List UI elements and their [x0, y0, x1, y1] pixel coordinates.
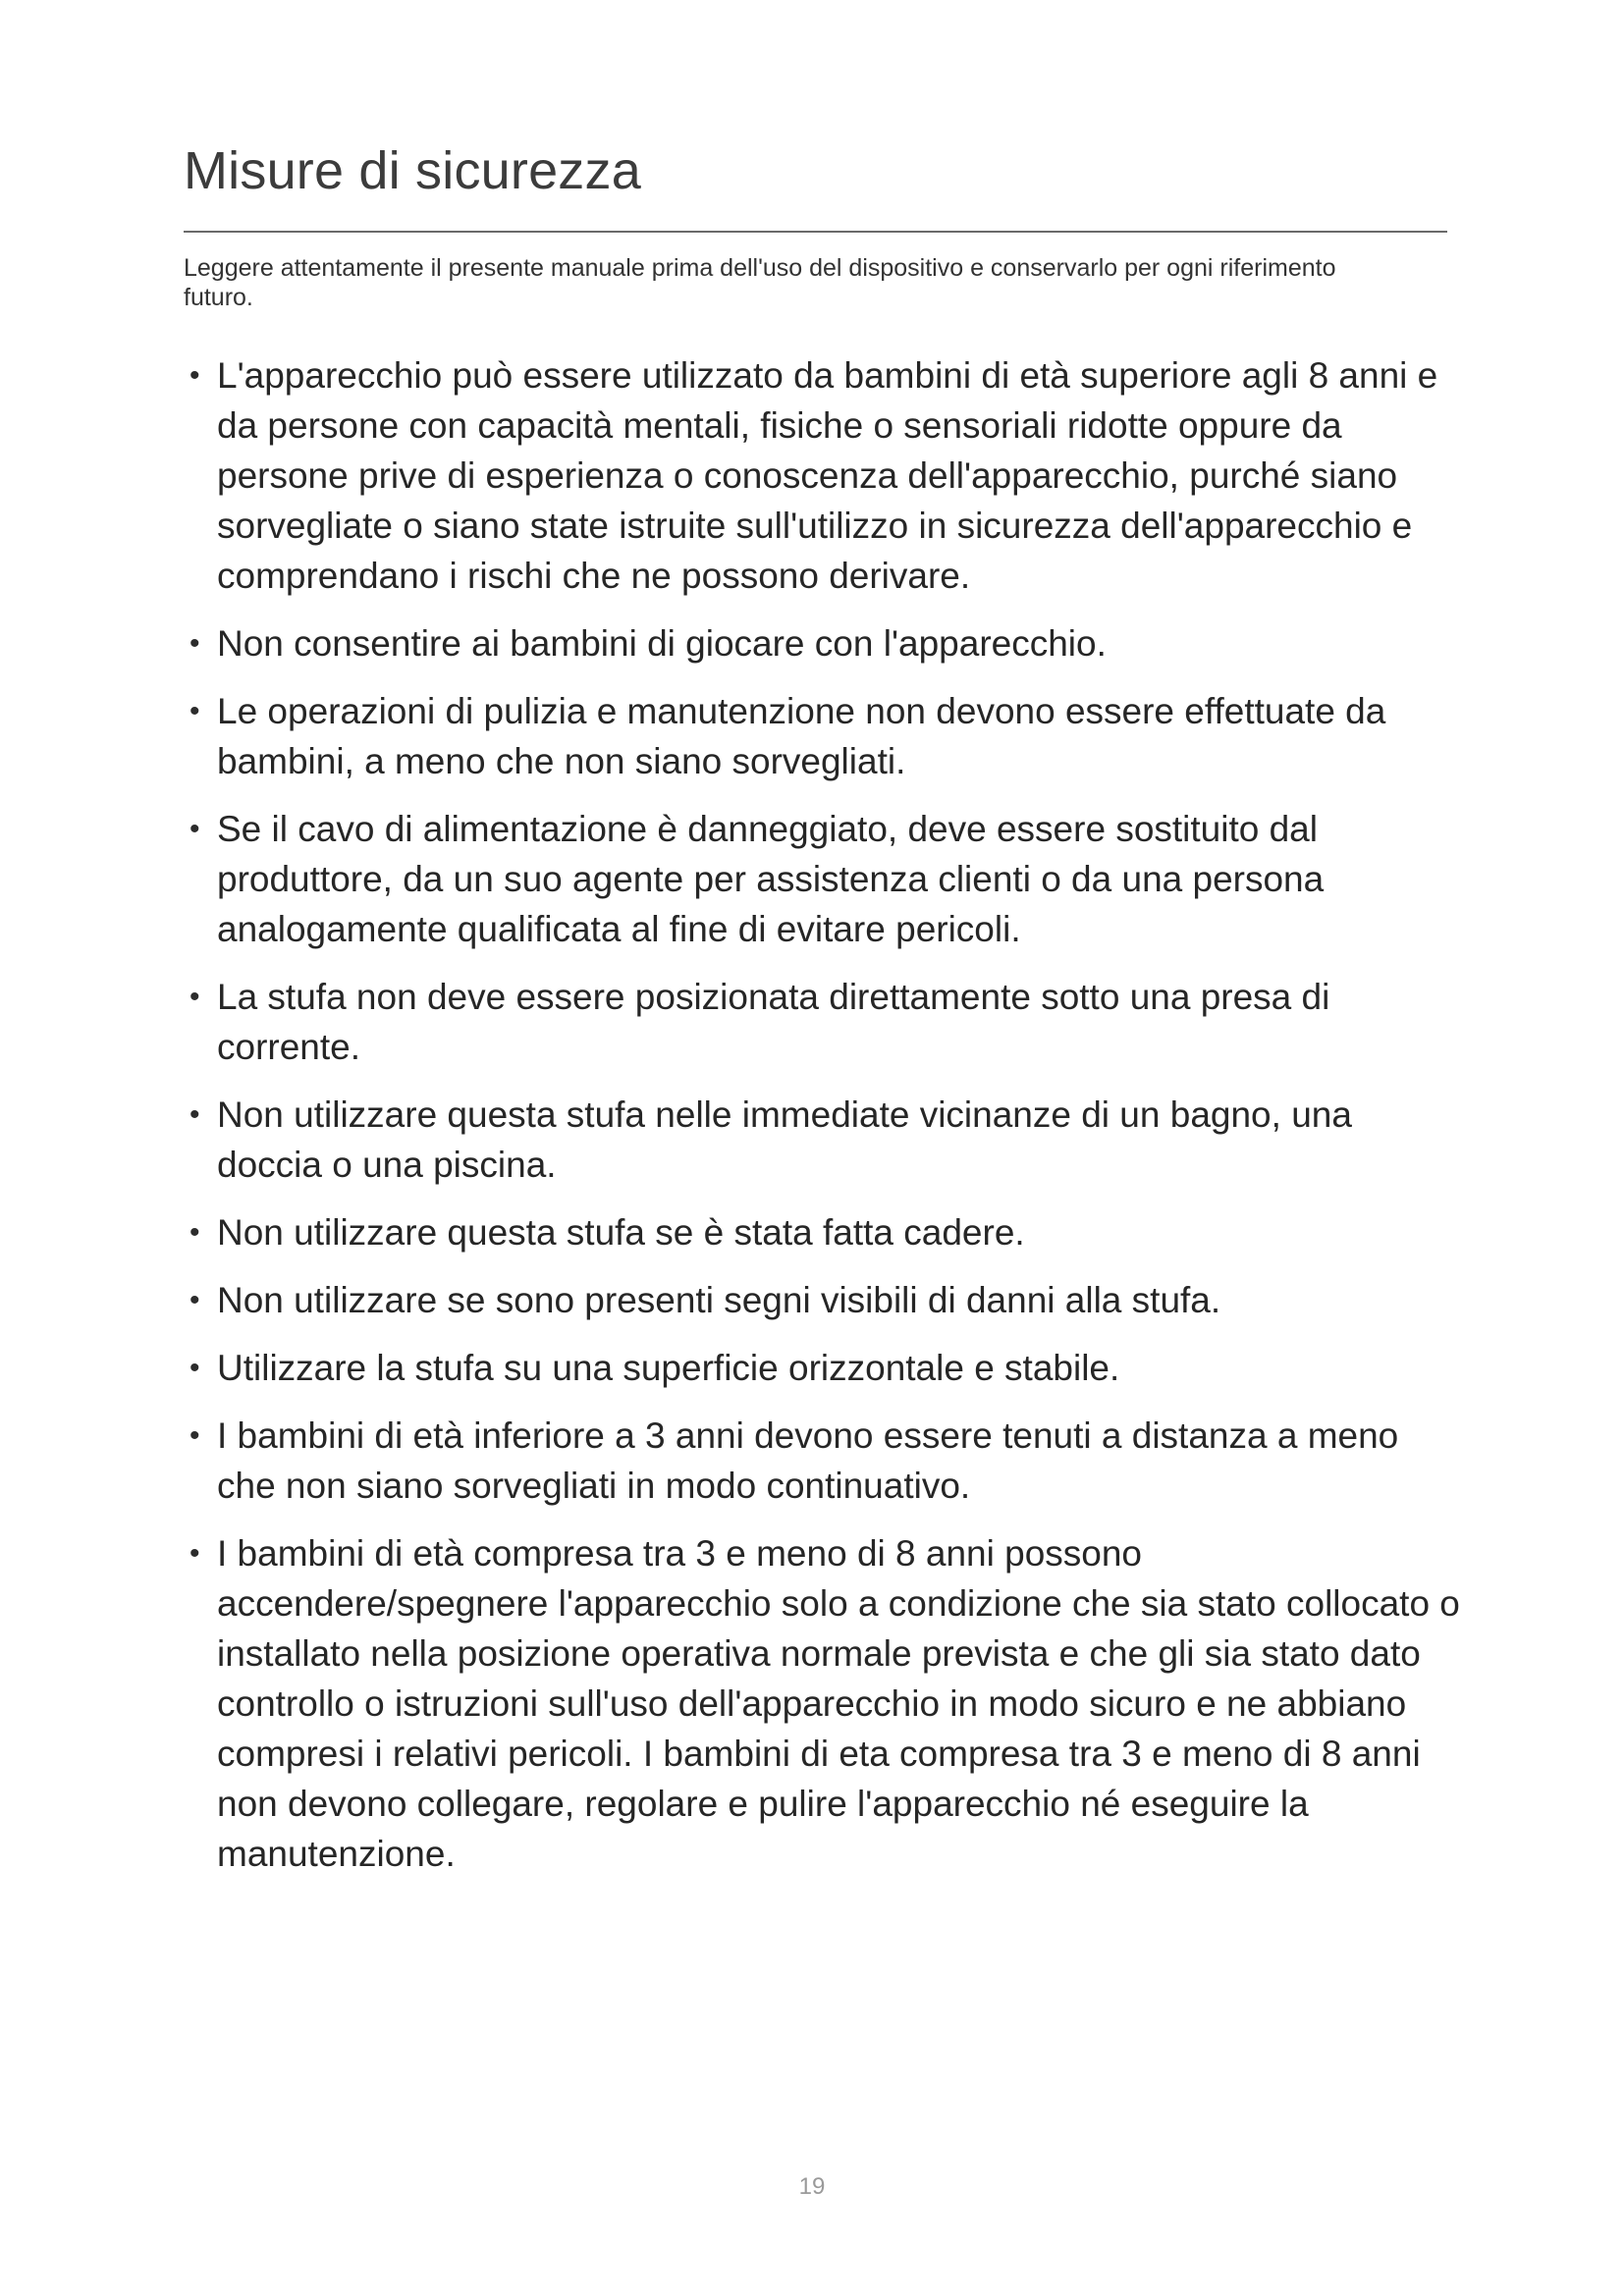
safety-item-text: Non utilizzare questa stufa nelle immediate vicinanze di un bagno, una doccia o una piscina.: [217, 1095, 1352, 1185]
bullet-icon: •: [189, 1352, 200, 1384]
bullet-icon: •: [189, 1284, 200, 1316]
page-title: Misure di sicurezza: [184, 141, 641, 200]
safety-item: [184, 972, 1460, 1072]
safety-item: [184, 1411, 1460, 1511]
safety-item-text: L'apparecchio può essere utilizzato da bambini di età superiore agli 8 anni e da persone con capacità mentali, fisiche o sensoriali ridotte oppure da persone prive di esperienza o conoscenza dell'apparecchio, purché siano sorvegliate o siano state istruite sull'utilizzo in sicurezza dell'apparecchio e comprendano i rischi che ne possono derivare.: [217, 355, 1438, 596]
bullet-icon: •: [189, 981, 200, 1013]
bullet-icon: •: [189, 1098, 200, 1131]
page-number: 19: [798, 2173, 826, 2200]
bullet-icon: •: [189, 695, 200, 727]
safety-list: [184, 350, 1460, 1896]
bullet-icon: •: [189, 1216, 200, 1249]
safety-item: [184, 1343, 1460, 1393]
bullet-icon: •: [189, 813, 200, 845]
safety-item: [184, 1275, 1460, 1325]
safety-item-text: Non utilizzare questa stufa se è stata fatta cadere.: [217, 1212, 1025, 1253]
safety-item-text: Utilizzare la stufa su una superficie orizzontale e stabile.: [217, 1348, 1120, 1388]
safety-item-text: I bambini di età inferiore a 3 anni devono essere tenuti a distanza a meno che non siano sorvegliati in modo continuativo.: [217, 1415, 1399, 1506]
title-divider: [184, 231, 1447, 233]
bullet-icon: •: [189, 359, 200, 392]
safety-item: [184, 618, 1460, 668]
safety-item-text: Non consentire ai bambini di giocare con l'apparecchio.: [217, 623, 1107, 664]
safety-item: [184, 686, 1460, 786]
safety-item-text: Se il cavo di alimentazione è danneggiato, deve essere sostituito dal produttore, da un suo agente per assistenza clienti o da una persona analogamente qualificata al fine di evitare pericoli.: [217, 809, 1325, 949]
safety-item-text: La stufa non deve essere posizionata direttamente sotto una presa di corrente.: [217, 977, 1330, 1067]
safety-item-text: Non utilizzare se sono presenti segni visibili di danni alla stufa.: [217, 1280, 1221, 1320]
safety-item: [184, 1207, 1460, 1257]
safety-item: [184, 1528, 1460, 1879]
safety-item-text: Le operazioni di pulizia e manutenzione non devono essere effettuate da bambini, a meno che non siano sorvegliati.: [217, 691, 1386, 781]
safety-item-text: I bambini di età compresa tra 3 e meno di 8 anni possono accendere/spegnere l'apparecchio solo a condizione che sia stato collocato o installato nella posizione operativa normale prevista e che gli sia stato dato controllo o istruzioni sull'uso dell'apparecchio in modo sicuro e ne abbiano compresi i relativi pericoli. I bambini di eta compresa tra 3 e meno di 8 anni non devono collegare, regolare e pulire l'apparecchio né eseguire la manutenzione.: [217, 1533, 1460, 1874]
intro-text: Leggere attentamente il presente manuale prima dell'uso del dispositivo e conservarlo per ogni riferimento futuro.: [184, 254, 1336, 311]
safety-item: [184, 804, 1460, 954]
bullet-icon: •: [189, 627, 200, 660]
safety-item: [184, 350, 1460, 601]
bullet-icon: •: [189, 1419, 200, 1452]
safety-item: [184, 1090, 1460, 1190]
bullet-icon: •: [189, 1537, 200, 1570]
